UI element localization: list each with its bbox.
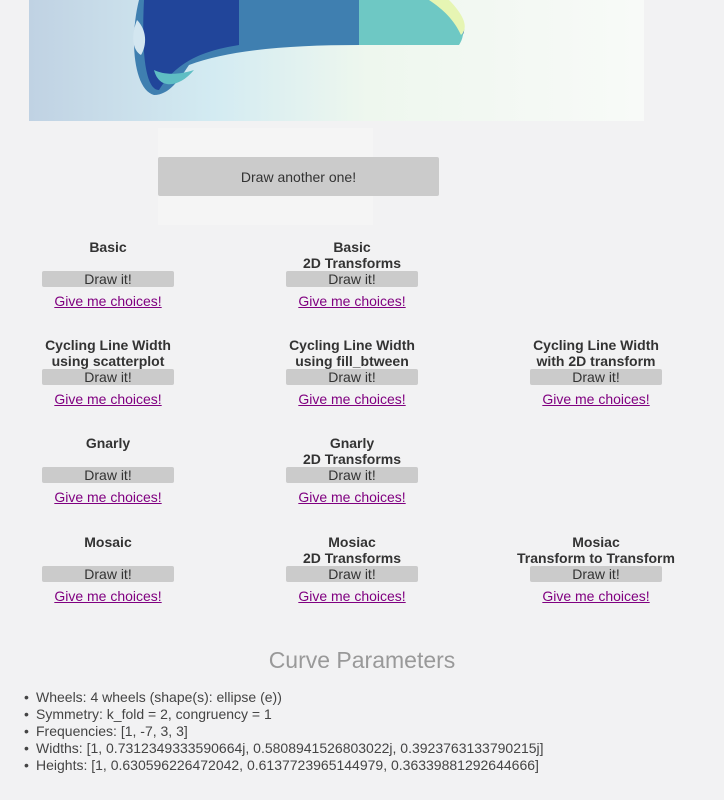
title-line: Cycling Line Width	[289, 337, 415, 353]
curve-parameters-heading: Curve Parameters	[268, 647, 456, 673]
option-cycling-2d	[496, 337, 696, 409]
title-line: Mosiac	[572, 534, 620, 550]
give-me-choices-link[interactable]: Give me choices!	[542, 391, 650, 407]
option-basic-2d	[252, 239, 452, 311]
draw-it-button[interactable]: Draw it!	[530, 369, 662, 385]
draw-it-button[interactable]: Draw it!	[42, 271, 174, 287]
title-line: 2D Transforms	[302, 255, 402, 271]
option-gnarly-2d	[252, 435, 452, 507]
param-item: • Heights: [1, 0.630596226472042, 0.6137723965144979, 0.36339881292644666]	[36, 757, 544, 774]
title-line: 2D Transforms	[302, 451, 402, 467]
give-me-choices-link[interactable]: Give me choices!	[298, 489, 406, 505]
give-me-choices-link[interactable]: Give me choices!	[54, 391, 162, 407]
param-item: • Symmetry: k_fold = 2, congruency = 1	[36, 706, 544, 723]
option-mosaic-transform	[496, 534, 696, 606]
generated-curve-image	[29, 0, 644, 121]
option-title	[496, 534, 696, 566]
option-title	[8, 534, 208, 566]
param-item: • Frequencies: [1, -7, 3, 3]	[36, 723, 544, 740]
give-me-choices-link[interactable]: Give me choices!	[298, 391, 406, 407]
param-item: • Wheels: 4 wheels (shape(s): ellipse (e))	[36, 689, 544, 706]
draw-it-button[interactable]: Draw it!	[42, 566, 174, 582]
title-line: using scatterplot	[51, 353, 165, 369]
option-mosaic	[8, 534, 208, 606]
param-item: • Widths: [1, 0.7312349333590664j, 0.5808941526803022j, 0.3923763133790215j]	[36, 740, 544, 757]
title-line: Gnarly	[85, 435, 131, 451]
draw-it-button[interactable]: Draw it!	[286, 369, 418, 385]
draw-it-button[interactable]: Draw it!	[42, 467, 174, 483]
draw-another-button[interactable]: Draw another one!	[158, 157, 439, 196]
option-title	[496, 337, 696, 369]
option-cycling-scatter	[8, 337, 208, 409]
option-gnarly	[8, 435, 208, 507]
draw-it-button[interactable]: Draw it!	[530, 566, 662, 582]
option-title	[252, 337, 452, 369]
title-line: Cycling Line Width	[45, 337, 171, 353]
give-me-choices-link[interactable]: Give me choices!	[298, 293, 406, 309]
option-title	[8, 239, 208, 271]
option-cycling-fill	[252, 337, 452, 409]
option-title	[252, 534, 452, 566]
title-line: with 2D transform	[536, 353, 656, 369]
title-line: Gnarly	[329, 435, 375, 451]
option-title	[8, 435, 208, 467]
option-mosaic-2d	[252, 534, 452, 606]
option-title	[8, 337, 208, 369]
option-title	[252, 239, 452, 271]
give-me-choices-link[interactable]: Give me choices!	[54, 588, 162, 604]
title-line: 2D Transforms	[302, 550, 402, 566]
title-line: using fill_btween	[295, 353, 409, 369]
give-me-choices-link[interactable]: Give me choices!	[54, 293, 162, 309]
title-line: Basic	[333, 239, 371, 255]
draw-it-button[interactable]: Draw it!	[42, 369, 174, 385]
curve-parameters-list	[36, 689, 544, 774]
draw-it-button[interactable]: Draw it!	[286, 467, 418, 483]
give-me-choices-link[interactable]: Give me choices!	[54, 489, 162, 505]
title-line: Basic	[89, 239, 127, 255]
give-me-choices-link[interactable]: Give me choices!	[298, 588, 406, 604]
give-me-choices-link[interactable]: Give me choices!	[542, 588, 650, 604]
title-line: Transform to Transform	[517, 550, 675, 566]
title-line: Mosiac	[328, 534, 376, 550]
option-basic	[8, 239, 208, 311]
draw-it-button[interactable]: Draw it!	[286, 271, 418, 287]
option-title	[252, 435, 452, 467]
draw-it-button[interactable]: Draw it!	[286, 566, 418, 582]
title-line: Mosaic	[84, 534, 132, 550]
title-line: Cycling Line Width	[533, 337, 659, 353]
